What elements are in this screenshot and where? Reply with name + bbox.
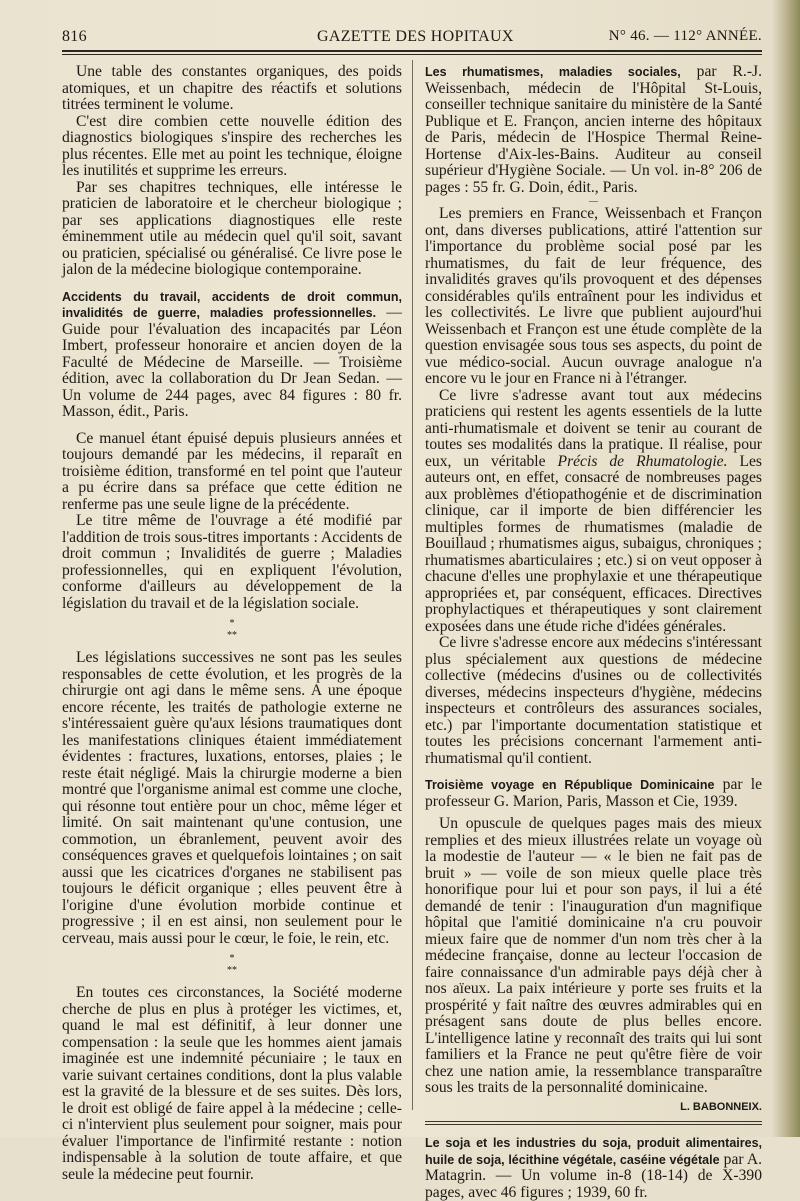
book-title: Accidents du travail, accidents de droit commun, invalidités de guerre, maladies professionnelles. <box>62 289 402 320</box>
right-column <box>425 64 762 1201</box>
book-details: — Guide pour l'évaluation des incapacités par Léon Imbert, professeur honoraire et ancien doyen de la Faculté de Médecine de Marseille. — Troisième édition, avec la collaboration du Dr Jean Sedan. — Un volume de 244 pages, avec 84 figures : 80 fr. Masson, édit., Paris. <box>62 304 402 420</box>
column-divider <box>412 60 413 1110</box>
book-title: Les rhumatismes, maladies sociales, <box>425 65 681 79</box>
book-reference-rhumatismes <box>425 64 762 196</box>
section-stars: * ** <box>227 618 237 641</box>
journal-title: GAZETTE DES HOPITAUX <box>317 28 514 45</box>
paragraph: Les premiers en France, Weissenbach et Françon ont, dans diverses publications, attiré l'attention sur l'importance du problème social posé par les rhumatismes, du fait de leur fréquence, des invalidités graves qu'ils provoquent et des dépenses considérables qu'ils entraînent pour les individus et les collectivités. Le livre que publient aujourd'hui Weissenbach et Françon est une étude complète de la question envisagée sous tous ses aspects, du point de vue médico-social. Aucun ouvrage analogue n'a encore vu le jour en France ni à l'étranger. <box>425 205 762 387</box>
book-title-italic: Précis de Rhumatologie. <box>557 452 728 470</box>
paragraph: Ce livre s'adresse encore aux médecins s'intéressant plus spécialement aux questions de médecine collective (médecins d'usines ou de collectivités diverses, médecins inspecteurs d'hygiène, médecins inspecteurs et contrôleurs des assurances sociales, etc.) par l'importante documentation statistique et toutes les précisions concernant l'armement anti-rhumatismal qu'il contient. <box>425 634 762 767</box>
paragraph: Ce livre s'adresse avant tout aux médecins praticiens qui restent les agents essentiels de la lutte anti-rhumatismale et doivent se tenir au courant de toutes ses modalités dans la pratique. Il réalise, pour eux, un véritable Précis de Rhumatologie. Les auteurs ont, en effet, consacré de nombreuses pages aux problèmes d'étiopathogénie et de discrimination clinique, car il importe de bien différencier les multiples formes de rhumatismes (maladie de Bouillaud ; rhumatismes aigus, subaigus, chroniques ; rhumatismes abarticulaires ; etc.) si on veut opposer à chacune d'elles une prophylaxie et une thérapeutique appropriées et, par conséquent, efficaces. Directives prophylactiques et thérapeutiques y sont clairement exposées dans une étude riche d'idées générales. <box>425 386 762 635</box>
paragraph: Une table des constantes organiques, des poids atomiques, et un chapitre des réactifs et solutions titrées terminent le volume. <box>62 63 402 113</box>
book-details: par R.-J. Weissenbach, médecin de l'Hôpital St-Louis, conseiller technique sanitaire du ministère de la Santé Publique et E. Françon, ancien interne des hôpitaux de Paris, médecin de l'Hospice Thermal Reine-Hortense d'Aix-les-Bains. Auditeur au conseil supérieur d'Hygiène Sociale. — Un vol. in-8° 206 de pages : 55 fr. G. Doin, édit., Paris. <box>425 63 762 196</box>
paragraph: En toutes ces circonstances, la Société moderne cherche de plus en plus à protéger les victimes, et, quand le mal est définitif, à leur donner une compensation : la seule que les hommes aient jamais imaginée est une indemnité pécuniaire ; le taux en varie suivant certaines conditions, dont la plus valable est la gravité de la blessure et de ses suites. Dès lors, le droit est obligé de faire appel à la médecine ; celle-ci n'intervient plus seulement pour soigner, mais pour évaluer l'importance de l'infirmité restante : notion indispensable à la solution de toute affaire, et que seule la médecine peut fournir. <box>62 984 402 1183</box>
ornament: — <box>589 196 598 206</box>
book-title: Le soja et les industries du soja, produit alimentaires, huile de soja, lécithine végétale, caséine végétale <box>425 1136 762 1167</box>
issue-number: N° 46. — 112° ANNÉE. <box>608 28 762 44</box>
paragraph: Un opuscule de quelques pages mais des mieux remplies et des mieux illustrées relate un voyage où la modestie de l'auteur — « le bien ne fait pas de bruit » — voile de son mieux quelle place très honorifique pour lui et pour son pays, il lui a été demandé de tenir : l'inauguration d'un magnifique hôpital que l'amitié dominicaine n'a cru pouvoir mieux faire que de nommer d'un nom très cher à la médecine française, donne au lecteur l'occasion de faire connaissance d'un admirable pays déjà cher à nos aïeux. La paix intérieure y porte ses fruits et la prospérité y fait naître des œuvres admirables qui en présagent sans doute de plus belles encore. L'intelligence latine y reconnaît des traits qui lui sont familiers et la France ne peut qu'être fière de voir chez une nation amie, la ressemblance transparaître sous les traits de la personnalité dominicaine. <box>425 815 762 1096</box>
header-rule <box>62 50 762 55</box>
left-column <box>62 64 402 1183</box>
author-signature: L. BABONNEIX. <box>680 1100 762 1113</box>
page-number: 816 <box>62 28 87 45</box>
section-stars: * ** <box>227 953 237 976</box>
paragraph: Les législations successives ne sont pas les seules responsables de cette évolution, et les progrès de la chirurgie ont agi dans le même sens. A une époque encore récente, les traités de pathologie externe ne s'intéressaient guère qu'aux lésions traumatiques dont les manifestations cliniques étaient immédiatement évidentes : fractures, luxations, entorses, plaies ; le reste était négligé. Mais la chirurgie moderne a bien montré que l'organisme animal est comme une cloche, qui résonne tout entière pour un choc, même léger et limité. On sait maintenant qu'une contusion, une commotion, un ébranlement, peuvent avoir des conséquences graves et quelquefois lointaines ; on sait aussi que les cicatrices d'organes ne stabilisent pas toujours le déficit organique ; elles peuvent être à l'origine d'une évolution morbide continue et progressive ; il en est ainsi, non seulement pour le cerveau, mais aussi pour le cœur, le foie, le rein, etc. <box>62 649 402 947</box>
book-title: Troisième voyage en République Dominicaine <box>425 778 715 792</box>
section-rule <box>425 1121 762 1125</box>
page-edge-shadow <box>772 0 800 1137</box>
book-details: par A. Matagrin. — Un volume in-8 (18-14) de X-390 pages, avec 46 figures ; 1939, 60 fr. <box>425 1150 762 1201</box>
paragraph: Par ses chapitres techniques, elle intéresse le praticien de laboratoire et le chercheur biologique ; par ses applications diagnostiques elle reste éminemment utile au médecin quel qu'il soit, savant ou praticien, spécialisé ou généralisé. Ce livre pose le jalon de la médecine biologique contemporaine. <box>62 178 402 278</box>
page-header <box>62 28 762 48</box>
book-reference-soja <box>425 1135 762 1201</box>
paragraph: Ce manuel étant épuisé depuis plusieurs années et toujours demandé par les médecins, il reparaît en troisième édition, transformé en tel point que l'auteur a pu écrire dans sa préface que cette édition ne renferme pas une seule ligne de la précédente. <box>62 429 402 513</box>
paragraph: C'est dire combien cette nouvelle édition des diagnostics biologiques s'inspire des recherches les plus récentes. Elle met au point les technique, éloigne les inutilités et supprime les erreurs. <box>62 112 402 179</box>
paragraph: Le titre même de l'ouvrage a été modifié par l'addition de trois sous-titres importants : Accidents de droit commun ; Invalidités de guerre ; Maladies professionnelles, qui en expliquent l'évolution, conforme d'ailleurs au développement de la législation du travail et de la législation sociale. <box>62 512 402 612</box>
book-reference-accidents <box>62 289 402 421</box>
book-reference-dominicaine <box>425 777 762 810</box>
book-details: par le professeur G. Marion, Paris, Masson et Cie, 1939. <box>425 776 762 810</box>
